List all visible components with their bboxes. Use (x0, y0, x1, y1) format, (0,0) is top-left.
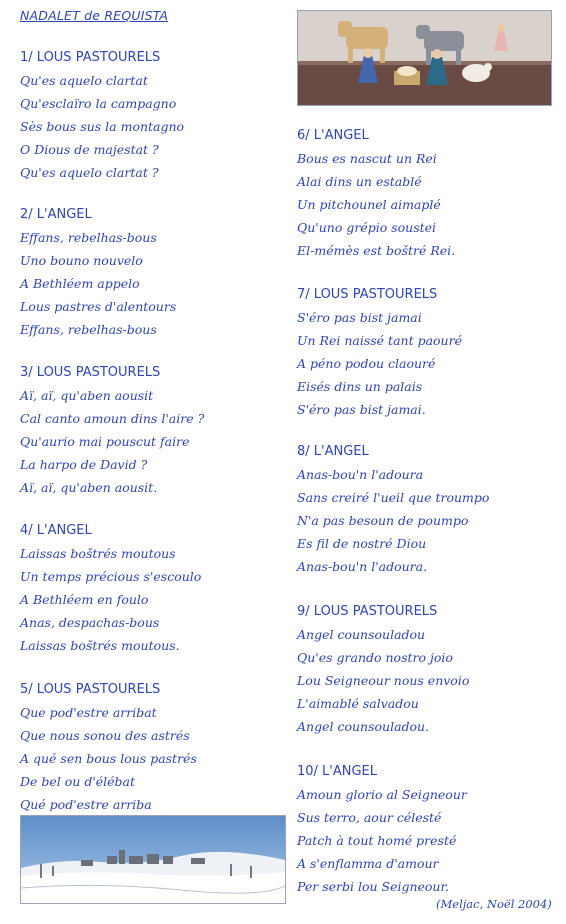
verse-line: Aï, aï, qu'aben aousit (20, 388, 154, 403)
verse-line: Lou Seigneour nous envoio (297, 673, 470, 688)
stanza-7 (297, 283, 462, 421)
verse-line: El-mémès est boštré Rei. (297, 243, 456, 258)
verse-line: A péno podou claouré (297, 356, 436, 371)
verse-line: Qu'es aquelo clartat (20, 73, 148, 88)
verse-line: Anas-bou'n l'adoura (297, 467, 424, 482)
verse-line: A Bethléem en foulo (20, 592, 149, 607)
verse-line: Sès bous sus la montagno (20, 119, 185, 134)
verse-line: S'éro pas bist jamai. (297, 402, 426, 417)
verse-line: Un pitchounel aimaplé (297, 197, 441, 212)
stanza-1 (20, 46, 184, 184)
stanza-5 (20, 678, 197, 816)
stanza-9 (297, 600, 469, 738)
credit-note: (Meljac, Noël 2004) (436, 897, 552, 911)
stanza-3 (20, 361, 204, 499)
snowy-village-image (21, 816, 285, 903)
village-photo (20, 815, 286, 904)
verse-line: Uno bouno nouvelo (20, 253, 143, 268)
verse-line: A qué sen bous lous pastrés (20, 751, 197, 766)
verse-line: O Dious de majestat ? (20, 142, 159, 157)
stanza-heading: 7/ LOUS PASTOURELS (297, 287, 438, 302)
verse-line: N'a pas besoun de poumpo (297, 513, 469, 528)
stanza-6 (297, 124, 455, 262)
stanza-4 (20, 519, 201, 657)
stanza-heading: 5/ LOUS PASTOURELS (20, 682, 161, 697)
verse-line: Amoun glorio al Seigneour (297, 787, 467, 802)
nativity-photo (297, 10, 552, 106)
verse-line: L'aimablé salvadou (297, 696, 419, 711)
verse-line: Un Rei naissé tant paouré (297, 333, 462, 348)
verse-line: Que nous sonou des astrés (20, 728, 190, 743)
verse-line: Qué pod'estre arriba (20, 797, 152, 812)
verse-line: Qu'es aquelo clartat ? (20, 165, 159, 180)
stanza-heading: 6/ L'ANGEL (297, 128, 369, 143)
stanza-heading: 1/ LOUS PASTOURELS (20, 50, 161, 65)
song-title: NADALET de REQUISTA (20, 8, 169, 23)
stanza-heading: 8/ L'ANGEL (297, 444, 369, 459)
verse-line: Angel counsouladou. (297, 719, 430, 734)
verse-line: Bous es nascut un Rei (297, 151, 437, 166)
stanza-10 (297, 760, 467, 898)
verse-line: Un temps précious s'escoulo (20, 569, 202, 584)
verse-line: Anas-bou'n l'adoura. (297, 559, 428, 574)
verse-line: De bel ou d'élébat (20, 774, 136, 789)
nativity-figurines-image (298, 11, 551, 105)
verse-line: A s'enflamma d'amour (297, 856, 439, 871)
verse-line: Effans, rebelhas-bous (20, 230, 157, 245)
verse-line: Alai dins un establé (297, 174, 422, 189)
stanza-8 (297, 440, 489, 578)
verse-line: Es fil de nostré Diou (297, 536, 427, 551)
verse-line: Laissas boštrés moutous (20, 546, 176, 561)
verse-line: A Bethléem appelo (20, 276, 140, 291)
verse-line: Lous pastres d'alentours (20, 299, 177, 314)
stanza-2 (20, 203, 176, 341)
verse-line: Qu'aurio mai pouscut faire (20, 434, 190, 449)
verse-line: Patch à tout homé presté (297, 833, 457, 848)
verse-line: Que pod'estre arribat (20, 705, 157, 720)
verse-line: Qu'uno grépio soustei (297, 220, 437, 235)
verse-line: Angel counsouladou (297, 627, 426, 642)
stanza-heading: 3/ LOUS PASTOURELS (20, 365, 161, 380)
verse-line: Qu'es grando nostro joio (297, 650, 453, 665)
verse-line: Sans creiré l'ueil que troumpo (297, 490, 490, 505)
stanza-heading: 10/ L'ANGEL (297, 764, 378, 779)
verse-line: Effans, rebelhas-bous (20, 322, 157, 337)
verse-line: Sus terro, aour célesté (297, 810, 442, 825)
verse-line: Qu'esclaïro la campagno (20, 96, 177, 111)
verse-line: Per serbi lou Seigneour. (297, 879, 450, 894)
verse-line: Cal canto amoun dins l'aire ? (20, 411, 205, 426)
verse-line: Eisés dins un palais (297, 379, 423, 394)
verse-line: Aï, aï, qu'aben aousit. (20, 480, 158, 495)
stanza-heading: 4/ L'ANGEL (20, 523, 92, 538)
stanza-heading: 2/ L'ANGEL (20, 207, 92, 222)
verse-line: Laissas boštrés moutous. (20, 638, 180, 653)
verse-line: Anas, despachas-bous (20, 615, 160, 630)
verse-line: La harpo de David ? (20, 457, 148, 472)
stanza-heading: 9/ LOUS PASTOURELS (297, 604, 438, 619)
verse-line: S'éro pas bist jamai (297, 310, 422, 325)
